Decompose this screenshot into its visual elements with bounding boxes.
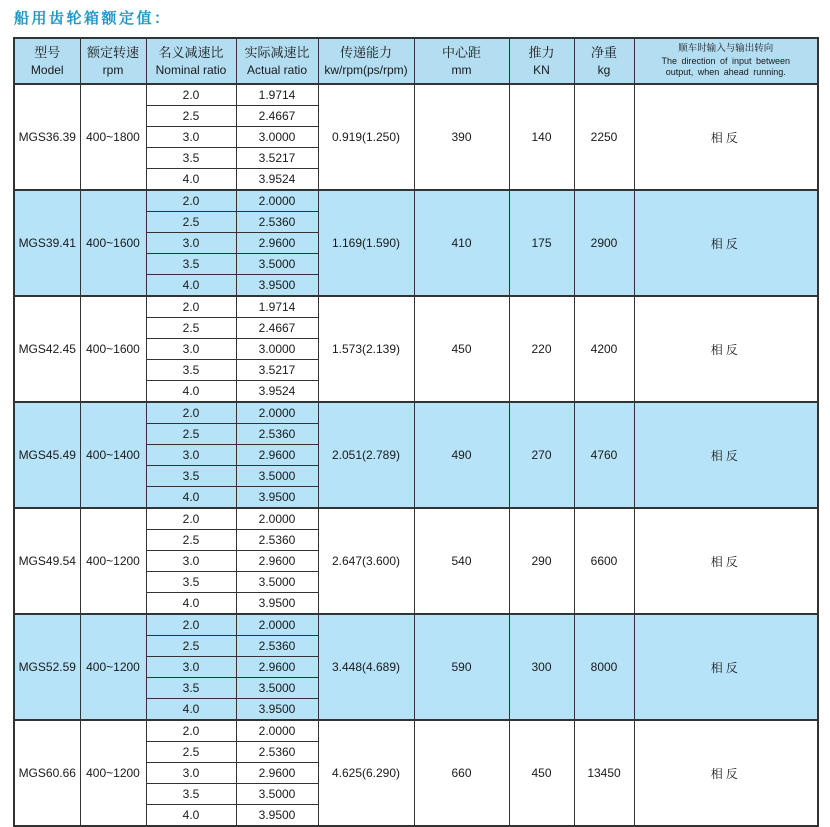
header-zh: 顺车时输入与输出转向 (678, 42, 774, 54)
center-distance-cell: 660 (414, 720, 509, 826)
rpm-cell: 400~1200 (80, 508, 146, 614)
nominal-ratio-cell: 2.5 (146, 424, 236, 445)
actual-ratio-cell: 2.5360 (236, 424, 318, 445)
nominal-ratio-cell: 2.0 (146, 190, 236, 212)
actual-ratio-cell: 2.0000 (236, 402, 318, 424)
actual-ratio-cell: 1.9714 (236, 84, 318, 106)
actual-ratio-cell: 2.9600 (236, 763, 318, 784)
direction-cell: 相反 (634, 720, 818, 826)
thrust-cell: 220 (509, 296, 574, 402)
col-header-center-distance (414, 38, 509, 84)
rpm-cell: 400~1600 (80, 190, 146, 296)
direction-cell: 相反 (634, 508, 818, 614)
actual-ratio-cell: 2.0000 (236, 508, 318, 530)
nominal-ratio-cell: 4.0 (146, 275, 236, 297)
direction-cell: 相反 (634, 296, 818, 402)
table-row (14, 402, 818, 424)
rpm-cell: 400~1200 (80, 720, 146, 826)
table-row (14, 720, 818, 742)
actual-ratio-cell: 2.0000 (236, 720, 318, 742)
nominal-ratio-cell: 3.0 (146, 551, 236, 572)
center-distance-cell: 410 (414, 190, 509, 296)
actual-ratio-cell: 3.5217 (236, 148, 318, 169)
actual-ratio-cell: 3.9524 (236, 381, 318, 403)
header-en: KN (533, 63, 550, 78)
actual-ratio-cell: 3.9500 (236, 275, 318, 297)
rpm-cell: 400~1600 (80, 296, 146, 402)
nominal-ratio-cell: 2.5 (146, 530, 236, 551)
table-row (14, 190, 818, 212)
direction-cell: 相反 (634, 84, 818, 190)
center-distance-cell: 490 (414, 402, 509, 508)
actual-ratio-cell: 2.4667 (236, 318, 318, 339)
header-zh: 名义减速比 (158, 45, 224, 61)
capacity-cell: 3.448(4.689) (318, 614, 414, 720)
nominal-ratio-cell: 3.0 (146, 233, 236, 254)
capacity-cell: 1.573(2.139) (318, 296, 414, 402)
center-distance-cell: 450 (414, 296, 509, 402)
center-distance-cell: 540 (414, 508, 509, 614)
header-zh: 推力 (528, 45, 555, 61)
header-zh: 传递能力 (339, 45, 392, 61)
thrust-cell: 270 (509, 402, 574, 508)
direction-cell: 相反 (634, 614, 818, 720)
model-cell: MGS42.45 (14, 296, 80, 402)
thrust-cell: 290 (509, 508, 574, 614)
col-header-thrust (509, 38, 574, 84)
table-row (14, 508, 818, 530)
header-en: The direction of input between (661, 55, 791, 66)
actual-ratio-cell: 3.5000 (236, 678, 318, 699)
nominal-ratio-cell: 3.5 (146, 148, 236, 169)
nominal-ratio-cell: 2.0 (146, 402, 236, 424)
center-distance-cell: 390 (414, 84, 509, 190)
table-row (14, 296, 818, 318)
nominal-ratio-cell: 3.5 (146, 466, 236, 487)
capacity-cell: 2.051(2.789) (318, 402, 414, 508)
nominal-ratio-cell: 3.0 (146, 339, 236, 360)
header-en: Nominal ratio (155, 63, 227, 78)
thrust-cell: 140 (509, 84, 574, 190)
nominal-ratio-cell: 3.5 (146, 254, 236, 275)
nominal-ratio-cell: 4.0 (146, 805, 236, 827)
weight-cell: 4760 (574, 402, 634, 508)
nominal-ratio-cell: 4.0 (146, 593, 236, 615)
capacity-cell: 1.169(1.590) (318, 190, 414, 296)
nominal-ratio-cell: 3.5 (146, 360, 236, 381)
nominal-ratio-cell: 4.0 (146, 381, 236, 403)
actual-ratio-cell: 2.0000 (236, 614, 318, 636)
actual-ratio-cell: 3.0000 (236, 339, 318, 360)
header-zh: 中心距 (441, 45, 481, 61)
header-en: rpm (102, 63, 124, 78)
model-cell: MGS45.49 (14, 402, 80, 508)
capacity-cell: 2.647(3.600) (318, 508, 414, 614)
header-zh: 型号 (34, 45, 61, 61)
actual-ratio-cell: 2.4667 (236, 106, 318, 127)
actual-ratio-cell: 2.9600 (236, 445, 318, 466)
nominal-ratio-cell: 3.0 (146, 445, 236, 466)
col-header-actual-ratio (236, 38, 318, 84)
thrust-cell: 450 (509, 720, 574, 826)
actual-ratio-cell: 3.5000 (236, 254, 318, 275)
nominal-ratio-cell: 3.0 (146, 657, 236, 678)
page-title: 船用齿轮箱额定值： (14, 9, 172, 27)
col-header-model (14, 38, 80, 84)
rpm-cell: 400~1400 (80, 402, 146, 508)
nominal-ratio-cell: 4.0 (146, 699, 236, 721)
actual-ratio-cell: 1.9714 (236, 296, 318, 318)
header-zh: 净重 (590, 45, 617, 61)
actual-ratio-cell: 2.9600 (236, 551, 318, 572)
col-header-capacity (318, 38, 414, 84)
nominal-ratio-cell: 3.0 (146, 763, 236, 784)
actual-ratio-cell: 3.5000 (236, 784, 318, 805)
actual-ratio-cell: 3.0000 (236, 127, 318, 148)
col-header-direction (634, 38, 818, 84)
thrust-cell: 175 (509, 190, 574, 296)
direction-cell: 相反 (634, 190, 818, 296)
nominal-ratio-cell: 2.5 (146, 212, 236, 233)
rpm-cell: 400~1200 (80, 614, 146, 720)
capacity-cell: 4.625(6.290) (318, 720, 414, 826)
table-row (14, 614, 818, 636)
col-header-rpm (80, 38, 146, 84)
header-en: kg (597, 63, 611, 78)
actual-ratio-cell: 3.9524 (236, 169, 318, 191)
nominal-ratio-cell: 3.5 (146, 678, 236, 699)
gearbox-rating-table (13, 37, 819, 827)
weight-cell: 13450 (574, 720, 634, 826)
nominal-ratio-cell: 2.5 (146, 742, 236, 763)
thrust-cell: 300 (509, 614, 574, 720)
nominal-ratio-cell: 2.0 (146, 614, 236, 636)
actual-ratio-cell: 3.5000 (236, 466, 318, 487)
nominal-ratio-cell: 2.0 (146, 720, 236, 742)
weight-cell: 6600 (574, 508, 634, 614)
actual-ratio-cell: 2.5360 (236, 742, 318, 763)
nominal-ratio-cell: 4.0 (146, 487, 236, 509)
nominal-ratio-cell: 4.0 (146, 169, 236, 191)
model-cell: MGS52.59 (14, 614, 80, 720)
nominal-ratio-cell: 2.0 (146, 296, 236, 318)
model-cell: MGS36.39 (14, 84, 80, 190)
actual-ratio-cell: 3.9500 (236, 593, 318, 615)
model-cell: MGS39.41 (14, 190, 80, 296)
header-zh: 额定转速 (86, 45, 139, 61)
header-en: kw/rpm(ps/rpm) (324, 63, 408, 78)
actual-ratio-cell: 3.9500 (236, 805, 318, 827)
actual-ratio-cell: 3.9500 (236, 699, 318, 721)
nominal-ratio-cell: 3.5 (146, 572, 236, 593)
header-en: output, when ahead running. (665, 67, 786, 78)
nominal-ratio-cell: 2.5 (146, 318, 236, 339)
model-cell: MGS49.54 (14, 508, 80, 614)
model-cell: MGS60.66 (14, 720, 80, 826)
weight-cell: 2250 (574, 84, 634, 190)
header-zh: 实际减速比 (244, 45, 310, 61)
header-row (14, 38, 818, 84)
header-en: Model (30, 63, 64, 78)
actual-ratio-cell: 2.9600 (236, 233, 318, 254)
actual-ratio-cell: 2.5360 (236, 636, 318, 657)
actual-ratio-cell: 2.5360 (236, 212, 318, 233)
nominal-ratio-cell: 2.5 (146, 106, 236, 127)
actual-ratio-cell: 2.9600 (236, 657, 318, 678)
nominal-ratio-cell: 3.0 (146, 127, 236, 148)
rpm-cell: 400~1800 (80, 84, 146, 190)
nominal-ratio-cell: 2.0 (146, 84, 236, 106)
actual-ratio-cell: 3.5000 (236, 572, 318, 593)
table-row (14, 84, 818, 106)
weight-cell: 8000 (574, 614, 634, 720)
actual-ratio-cell: 3.9500 (236, 487, 318, 509)
nominal-ratio-cell: 2.5 (146, 636, 236, 657)
actual-ratio-cell: 2.0000 (236, 190, 318, 212)
weight-cell: 4200 (574, 296, 634, 402)
header-en: mm (451, 63, 472, 78)
nominal-ratio-cell: 2.0 (146, 508, 236, 530)
actual-ratio-cell: 2.5360 (236, 530, 318, 551)
header-en: Actual ratio (246, 63, 308, 78)
actual-ratio-cell: 3.5217 (236, 360, 318, 381)
capacity-cell: 0.919(1.250) (318, 84, 414, 190)
nominal-ratio-cell: 3.5 (146, 784, 236, 805)
col-header-weight (574, 38, 634, 84)
weight-cell: 2900 (574, 190, 634, 296)
direction-cell: 相反 (634, 402, 818, 508)
col-header-nominal-ratio (146, 38, 236, 84)
center-distance-cell: 590 (414, 614, 509, 720)
